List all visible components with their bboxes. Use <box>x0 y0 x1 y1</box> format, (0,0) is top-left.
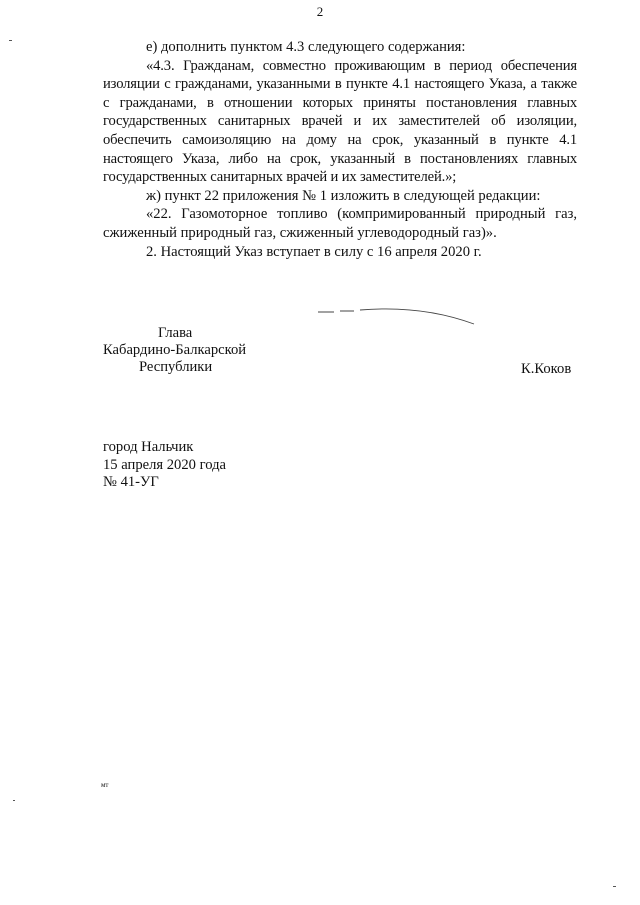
scan-speck <box>13 800 15 801</box>
paragraph-22: «22. Газомоторное топливо (компримированный природный газ, сжиженный природный газ, сжиженный углеводородный газ)». <box>103 206 577 241</box>
paragraph-4-3: «4.3. Гражданам, совместно проживающим в период обеспечения изоляции с гражданами, указанными в пункте 4.1 настоящего Указа, а также с гражданами, в отношении которых приняты постановления главных государственных санитарных врачей и их заместителей об изоляции, обеспечить самоизоляцию на дому на срок, указанный в пункте 4.1 настоящего Указа, либо на срок, указанный в постановлениях главных государственных санитарных врачей и их заместителей.»; <box>103 57 577 186</box>
paragraph-zh: ж) пункт 22 приложения № 1 изложить в следующей редакции: <box>146 187 541 204</box>
signatory-name: К.Коков <box>521 361 572 377</box>
page-number: 2 <box>316 4 324 19</box>
city: город Нальчик <box>103 439 194 455</box>
signature-stroke <box>316 306 476 330</box>
paragraph-2-effective: 2. Настоящий Указ вступает в силу с 16 апреля 2020 г. <box>146 243 482 260</box>
footer-mark: мт <box>101 781 109 789</box>
signatory-title-line2: Кабардино-Балкарской <box>103 342 247 358</box>
signatory-title-line1: Глава <box>158 325 193 341</box>
decree-body <box>103 38 577 261</box>
scan-speck <box>9 40 12 41</box>
scan-speck <box>613 886 616 887</box>
signatory-title-line3: Республики <box>139 359 213 375</box>
paragraph-e: е) дополнить пунктом 4.3 следующего содержания: <box>146 39 466 55</box>
decree-number: № 41-УГ <box>103 474 159 490</box>
decree-date: 15 апреля 2020 года <box>103 456 226 473</box>
signatory-title <box>103 325 246 376</box>
place-date-block <box>103 439 226 492</box>
